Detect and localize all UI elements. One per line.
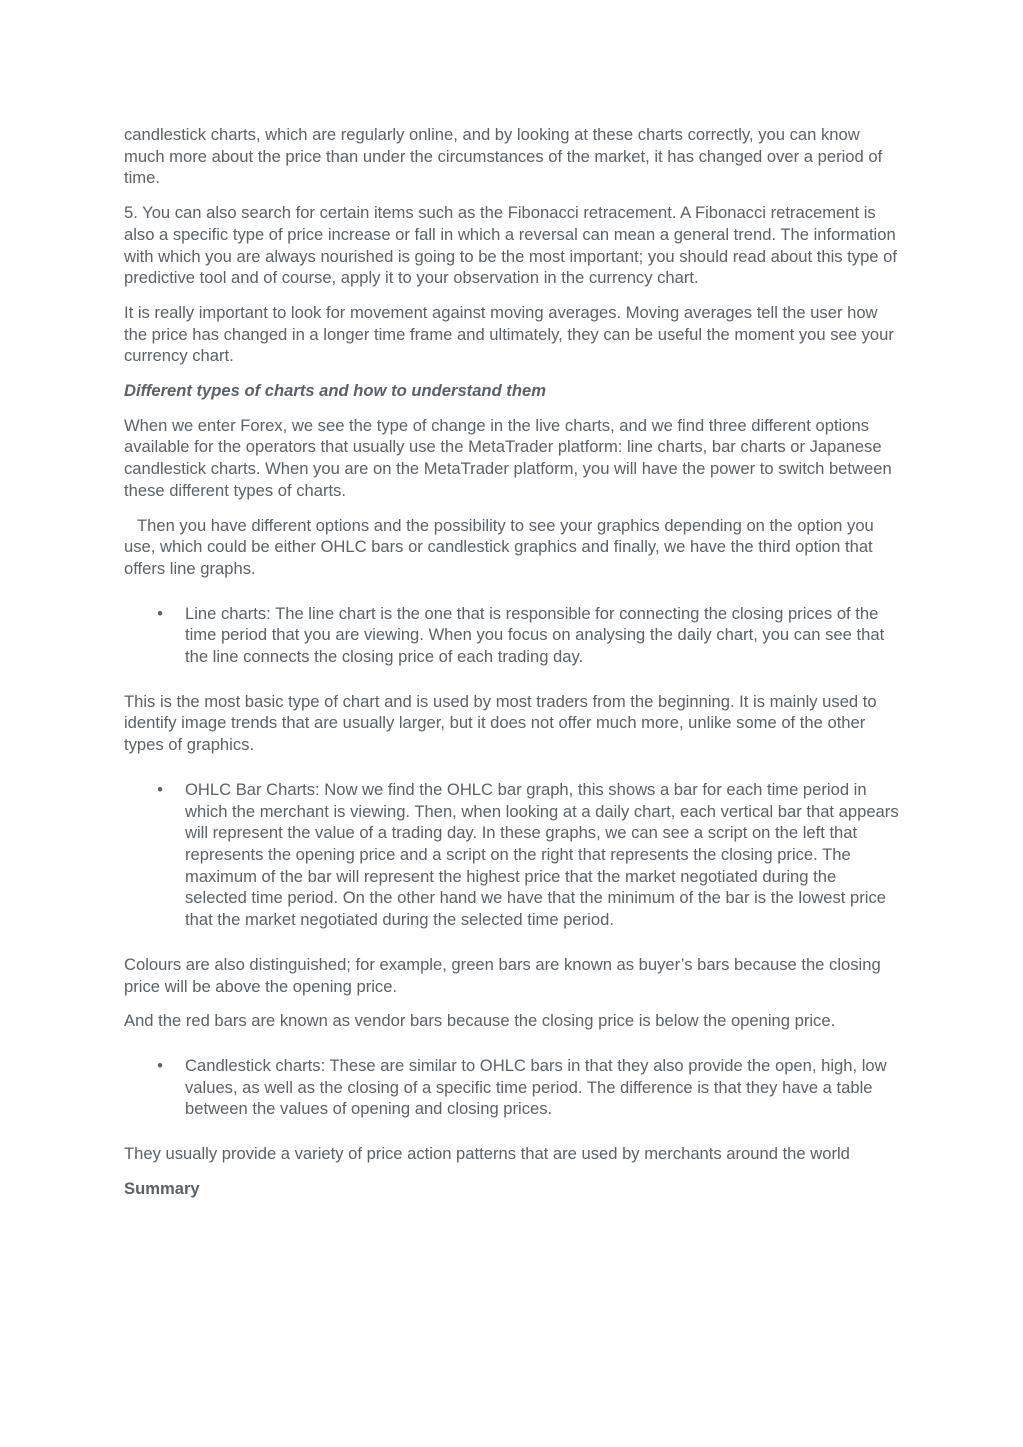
bullet-icon: • (157, 1055, 163, 1075)
document-page (124, 124, 902, 1212)
paragraph-red-bars: And the red bars are known as vendor bars because the closing price is below the opening price. (124, 1011, 836, 1031)
section-heading-chart-types: Different types of charts and how to understand them (124, 381, 546, 401)
bullet-list-candlestick (124, 1055, 902, 1120)
bullet-list-line-charts (124, 603, 902, 668)
paragraph-moving-averages: It is really important to look for movement against moving averages. Moving averages tell the user how the price has changed in a longer time frame and ultimately, they can be useful the moment you see your currency chart. (124, 302, 894, 366)
section-heading-summary: Summary (124, 1178, 200, 1198)
bullet-icon: • (157, 779, 163, 799)
paragraph-candlestick-intro: candlestick charts, which are regularly online, and by looking at these charts correctly, you can know much more about the price than under the circumstances of the market, it has changed over a period of time. (124, 125, 883, 188)
list-item-candlestick-charts (157, 1055, 902, 1120)
list-item-ohlc-bar-charts (157, 779, 902, 931)
bullet-icon: • (157, 603, 163, 623)
list-item-line-charts (157, 603, 902, 668)
list-item-text: Line charts: The line chart is the one that is responsible for connecting the closing prices of the time period that you are viewing. When you focus on analysing the daily chart, you can see that the line connects the closing price of each trading day. (185, 603, 885, 667)
list-item-text: Candlestick charts: These are similar to OHLC bars in that they also provide the open, high, low values, as well as the closing of a specific time period. The difference is that they have a table between the values of opening and closing prices. (185, 1055, 887, 1119)
paragraph-basic-chart: This is the most basic type of chart and is used by most traders from the beginning. It is mainly used to identify image trends that are usually larger, but it does not offer much more, unlike some of the other types of graphics. (124, 691, 877, 755)
paragraph-forex-charts: When we enter Forex, we see the type of change in the live charts, and we find three different options available for the operators that usually use the MetaTrader platform: line charts, bar charts or Japanese candlestick charts. When you are on the MetaTrader platform, you will have the power to switch between these different types of charts. (124, 415, 892, 500)
list-item-text: OHLC Bar Charts: Now we find the OHLC bar graph, this shows a bar for each time period in which the merchant is viewing. Then, when looking at a daily chart, each vertical bar that appears will represent the value of a trading day. In these graphs, we can see a script on the left that represents the opening price and a script on the right that represents the closing price. The maximum of the bar will represent the highest price that the market negotiated during the selected time period. On the other hand we have that the minimum of the bar is the lowest price that the market negotiated during the selected time period. (185, 779, 899, 930)
paragraph-price-action: They usually provide a variety of price action patterns that are used by merchants around the world (124, 1144, 850, 1164)
paragraph-fibonacci: 5. You can also search for certain items such as the Fibonacci retracement. A Fibonacci retracement is also a specific type of price increase or fall in which a reversal can mean a general trend. The information with which you are always nourished is going to be the most important; you should read about this type of predictive tool and of course, apply it to your observation in the currency chart. (124, 203, 897, 288)
paragraph-colours: Colours are also distinguished; for example, green bars are known as buyer’s bars because the closing price will be above the opening price. (124, 954, 881, 996)
bullet-list-ohlc (124, 779, 902, 931)
paragraph-chart-options: Then you have different options and the possibility to see your graphics depending on the option you use, which could be either OHLC bars or candlestick graphics and finally, we have the third option that offers line graphs. (124, 515, 874, 578)
